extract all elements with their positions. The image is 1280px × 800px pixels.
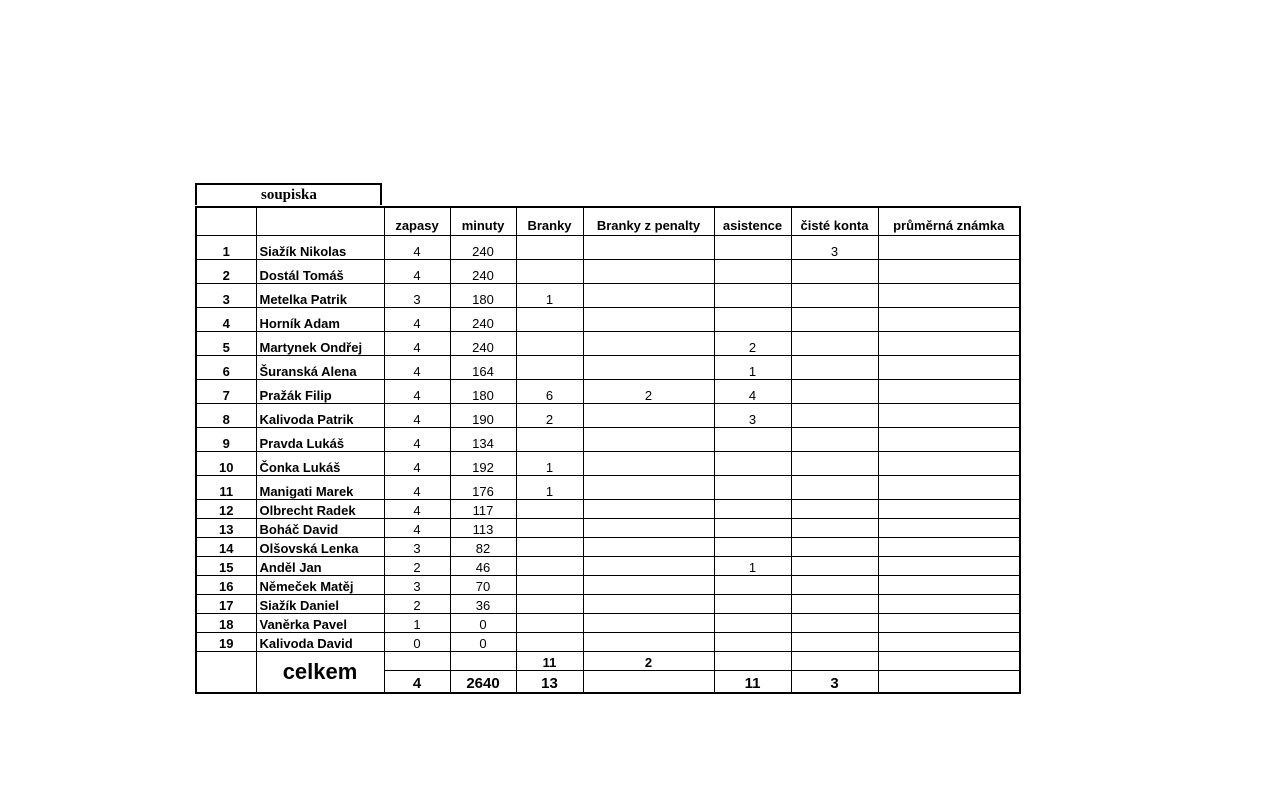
- player-name: Šuranská Alena: [256, 356, 384, 380]
- row-number: 3: [196, 284, 256, 308]
- table-row: [196, 380, 1020, 404]
- player-name: Olbrecht Radek: [256, 500, 384, 519]
- cell-minuty: 192: [450, 452, 516, 476]
- totals-label: celkem: [256, 652, 384, 694]
- totals-blank: [196, 652, 256, 694]
- header-zapasy: zapasy: [384, 207, 450, 236]
- cell-konta: [791, 576, 878, 595]
- cell-konta: [791, 614, 878, 633]
- table-row: [196, 284, 1020, 308]
- cell-zapasy: 3: [384, 576, 450, 595]
- cell-minuty: 180: [450, 284, 516, 308]
- cell-penalty: [583, 236, 714, 260]
- cell-branky: [516, 260, 583, 284]
- cell-asistence: 1: [714, 557, 791, 576]
- table-row: [196, 356, 1020, 380]
- player-name: Dostál Tomáš: [256, 260, 384, 284]
- cell-znamka: [878, 576, 1020, 595]
- cell-branky: [516, 428, 583, 452]
- cell-zapasy: 4: [384, 356, 450, 380]
- cell-penalty: [583, 476, 714, 500]
- table-row: [196, 428, 1020, 452]
- player-name: Pravda Lukáš: [256, 428, 384, 452]
- row-number: 4: [196, 308, 256, 332]
- cell-minuty: 113: [450, 519, 516, 538]
- row-number: 14: [196, 538, 256, 557]
- cell-asistence: [714, 595, 791, 614]
- cell-zapasy: 4: [384, 476, 450, 500]
- cell-asistence: [714, 519, 791, 538]
- table-row: [196, 614, 1020, 633]
- table-row: [196, 538, 1020, 557]
- cell-branky: [516, 236, 583, 260]
- cell-branky: 1: [516, 452, 583, 476]
- cell-znamka: [878, 614, 1020, 633]
- cell-asistence: [714, 260, 791, 284]
- cell-penalty: [583, 614, 714, 633]
- player-name: Vaněrka Pavel: [256, 614, 384, 633]
- cell-minuty: 240: [450, 236, 516, 260]
- cell-asistence: [714, 500, 791, 519]
- cell-minuty: 190: [450, 404, 516, 428]
- row-number: 9: [196, 428, 256, 452]
- total1-minuty: [450, 652, 516, 671]
- row-number: 18: [196, 614, 256, 633]
- cell-penalty: [583, 500, 714, 519]
- player-name: Manigati Marek: [256, 476, 384, 500]
- cell-asistence: [714, 576, 791, 595]
- cell-penalty: [583, 356, 714, 380]
- player-name: Siažík Nikolas: [256, 236, 384, 260]
- cell-branky: [516, 576, 583, 595]
- total1-branky: 11: [516, 652, 583, 671]
- cell-minuty: 46: [450, 557, 516, 576]
- cell-zapasy: 4: [384, 428, 450, 452]
- row-number: 7: [196, 380, 256, 404]
- cell-penalty: [583, 595, 714, 614]
- row-number: 12: [196, 500, 256, 519]
- cell-zapasy: 4: [384, 236, 450, 260]
- player-name: Martynek Ondřej: [256, 332, 384, 356]
- cell-asistence: [714, 614, 791, 633]
- total2-penalty: [583, 671, 714, 694]
- cell-zapasy: 4: [384, 452, 450, 476]
- row-number: 15: [196, 557, 256, 576]
- cell-konta: [791, 428, 878, 452]
- cell-minuty: 176: [450, 476, 516, 500]
- cell-znamka: [878, 404, 1020, 428]
- cell-zapasy: 2: [384, 595, 450, 614]
- cell-zapasy: 3: [384, 538, 450, 557]
- cell-asistence: [714, 428, 791, 452]
- cell-konta: [791, 452, 878, 476]
- table-row: [196, 576, 1020, 595]
- total2-zapasy: 4: [384, 671, 450, 694]
- row-number: 16: [196, 576, 256, 595]
- cell-znamka: [878, 476, 1020, 500]
- table-row: [196, 519, 1020, 538]
- table-row: [196, 308, 1020, 332]
- cell-konta: [791, 308, 878, 332]
- cell-asistence: [714, 633, 791, 652]
- cell-znamka: [878, 428, 1020, 452]
- cell-minuty: 70: [450, 576, 516, 595]
- cell-zapasy: 4: [384, 404, 450, 428]
- player-name: Pražák Filip: [256, 380, 384, 404]
- cell-znamka: [878, 356, 1020, 380]
- header-name: [256, 207, 384, 236]
- cell-minuty: 240: [450, 260, 516, 284]
- cell-konta: [791, 538, 878, 557]
- cell-branky: [516, 595, 583, 614]
- total1-konta: [791, 652, 878, 671]
- cell-zapasy: 4: [384, 500, 450, 519]
- player-name: Kalivoda David: [256, 633, 384, 652]
- table-row: [196, 476, 1020, 500]
- row-number: 1: [196, 236, 256, 260]
- cell-penalty: [583, 428, 714, 452]
- header-asistence: asistence: [714, 207, 791, 236]
- cell-znamka: [878, 633, 1020, 652]
- roster-title-box: [195, 183, 382, 205]
- player-name: Olšovská Lenka: [256, 538, 384, 557]
- cell-konta: [791, 519, 878, 538]
- table-row: [196, 236, 1020, 260]
- row-number: 2: [196, 260, 256, 284]
- cell-konta: [791, 284, 878, 308]
- cell-penalty: [583, 404, 714, 428]
- cell-branky: [516, 614, 583, 633]
- header-ciste-konta: čisté konta: [791, 207, 878, 236]
- row-number: 6: [196, 356, 256, 380]
- table-row: [196, 332, 1020, 356]
- cell-znamka: [878, 595, 1020, 614]
- cell-znamka: [878, 380, 1020, 404]
- cell-znamka: [878, 519, 1020, 538]
- cell-asistence: 2: [714, 332, 791, 356]
- header-row: [196, 207, 1020, 236]
- cell-zapasy: 4: [384, 260, 450, 284]
- cell-konta: [791, 356, 878, 380]
- cell-zapasy: 3: [384, 284, 450, 308]
- cell-konta: [791, 476, 878, 500]
- cell-penalty: 2: [583, 380, 714, 404]
- cell-znamka: [878, 500, 1020, 519]
- cell-konta: 3: [791, 236, 878, 260]
- cell-znamka: [878, 284, 1020, 308]
- total2-konta: 3: [791, 671, 878, 694]
- header-num: [196, 207, 256, 236]
- cell-penalty: [583, 519, 714, 538]
- cell-zapasy: 1: [384, 614, 450, 633]
- player-name: Němeček Matěj: [256, 576, 384, 595]
- player-name: Metelka Patrik: [256, 284, 384, 308]
- cell-zapasy: 4: [384, 519, 450, 538]
- cell-branky: [516, 519, 583, 538]
- total2-znamka: [878, 671, 1020, 694]
- cell-asistence: [714, 308, 791, 332]
- cell-asistence: [714, 452, 791, 476]
- roster-table: [195, 206, 1021, 694]
- cell-minuty: 164: [450, 356, 516, 380]
- cell-minuty: 82: [450, 538, 516, 557]
- cell-penalty: [583, 557, 714, 576]
- cell-penalty: [583, 452, 714, 476]
- cell-penalty: [583, 538, 714, 557]
- cell-zapasy: 2: [384, 557, 450, 576]
- cell-znamka: [878, 260, 1020, 284]
- cell-zapasy: 4: [384, 332, 450, 356]
- cell-minuty: 0: [450, 614, 516, 633]
- cell-konta: [791, 404, 878, 428]
- player-name: Horník Adam: [256, 308, 384, 332]
- cell-minuty: 240: [450, 332, 516, 356]
- total1-zapasy: [384, 652, 450, 671]
- cell-znamka: [878, 452, 1020, 476]
- cell-asistence: [714, 284, 791, 308]
- cell-minuty: 134: [450, 428, 516, 452]
- total2-minuty: 2640: [450, 671, 516, 694]
- player-name: Boháč David: [256, 519, 384, 538]
- total1-penalty: 2: [583, 652, 714, 671]
- cell-znamka: [878, 308, 1020, 332]
- table-row: [196, 557, 1020, 576]
- player-name: Čonka Lukáš: [256, 452, 384, 476]
- cell-minuty: 117: [450, 500, 516, 519]
- player-name: Anděl Jan: [256, 557, 384, 576]
- cell-konta: [791, 500, 878, 519]
- row-number: 13: [196, 519, 256, 538]
- cell-konta: [791, 633, 878, 652]
- cell-penalty: [583, 260, 714, 284]
- cell-znamka: [878, 538, 1020, 557]
- cell-minuty: 240: [450, 308, 516, 332]
- cell-konta: [791, 332, 878, 356]
- cell-konta: [791, 380, 878, 404]
- row-number: 19: [196, 633, 256, 652]
- table-row: [196, 595, 1020, 614]
- cell-branky: [516, 500, 583, 519]
- total1-asistence: [714, 652, 791, 671]
- cell-branky: [516, 557, 583, 576]
- cell-branky: 1: [516, 284, 583, 308]
- cell-asistence: 4: [714, 380, 791, 404]
- cell-znamka: [878, 236, 1020, 260]
- totals-row-1: [196, 652, 1020, 671]
- cell-znamka: [878, 557, 1020, 576]
- player-name: Kalivoda Patrik: [256, 404, 384, 428]
- cell-znamka: [878, 332, 1020, 356]
- header-branky: Branky: [516, 207, 583, 236]
- total1-znamka: [878, 652, 1020, 671]
- cell-minuty: 36: [450, 595, 516, 614]
- total2-branky: 13: [516, 671, 583, 694]
- row-number: 5: [196, 332, 256, 356]
- header-minuty: minuty: [450, 207, 516, 236]
- cell-zapasy: 4: [384, 308, 450, 332]
- cell-branky: [516, 633, 583, 652]
- table-row: [196, 500, 1020, 519]
- cell-asistence: [714, 476, 791, 500]
- header-branky-z-penalty: Branky z penalty: [583, 207, 714, 236]
- cell-branky: 2: [516, 404, 583, 428]
- table-row: [196, 404, 1020, 428]
- cell-asistence: 3: [714, 404, 791, 428]
- cell-asistence: [714, 538, 791, 557]
- table-row: [196, 633, 1020, 652]
- cell-zapasy: 4: [384, 380, 450, 404]
- cell-konta: [791, 595, 878, 614]
- cell-branky: [516, 308, 583, 332]
- cell-penalty: [583, 308, 714, 332]
- table-row: [196, 452, 1020, 476]
- cell-asistence: [714, 236, 791, 260]
- cell-minuty: 180: [450, 380, 516, 404]
- roster-title: soupiska: [261, 187, 317, 203]
- cell-penalty: [583, 332, 714, 356]
- cell-konta: [791, 260, 878, 284]
- cell-penalty: [583, 284, 714, 308]
- cell-konta: [791, 557, 878, 576]
- cell-branky: 1: [516, 476, 583, 500]
- player-name: Siažík Daniel: [256, 595, 384, 614]
- cell-zapasy: 0: [384, 633, 450, 652]
- row-number: 11: [196, 476, 256, 500]
- cell-penalty: [583, 576, 714, 595]
- cell-branky: [516, 332, 583, 356]
- table-row: [196, 260, 1020, 284]
- cell-branky: 6: [516, 380, 583, 404]
- cell-minuty: 0: [450, 633, 516, 652]
- cell-branky: [516, 356, 583, 380]
- header-prumerna-znamka: průměrná známka: [878, 207, 1020, 236]
- row-number: 17: [196, 595, 256, 614]
- row-number: 8: [196, 404, 256, 428]
- total2-asistence: 11: [714, 671, 791, 694]
- cell-penalty: [583, 633, 714, 652]
- cell-asistence: 1: [714, 356, 791, 380]
- row-number: 10: [196, 452, 256, 476]
- cell-branky: [516, 538, 583, 557]
